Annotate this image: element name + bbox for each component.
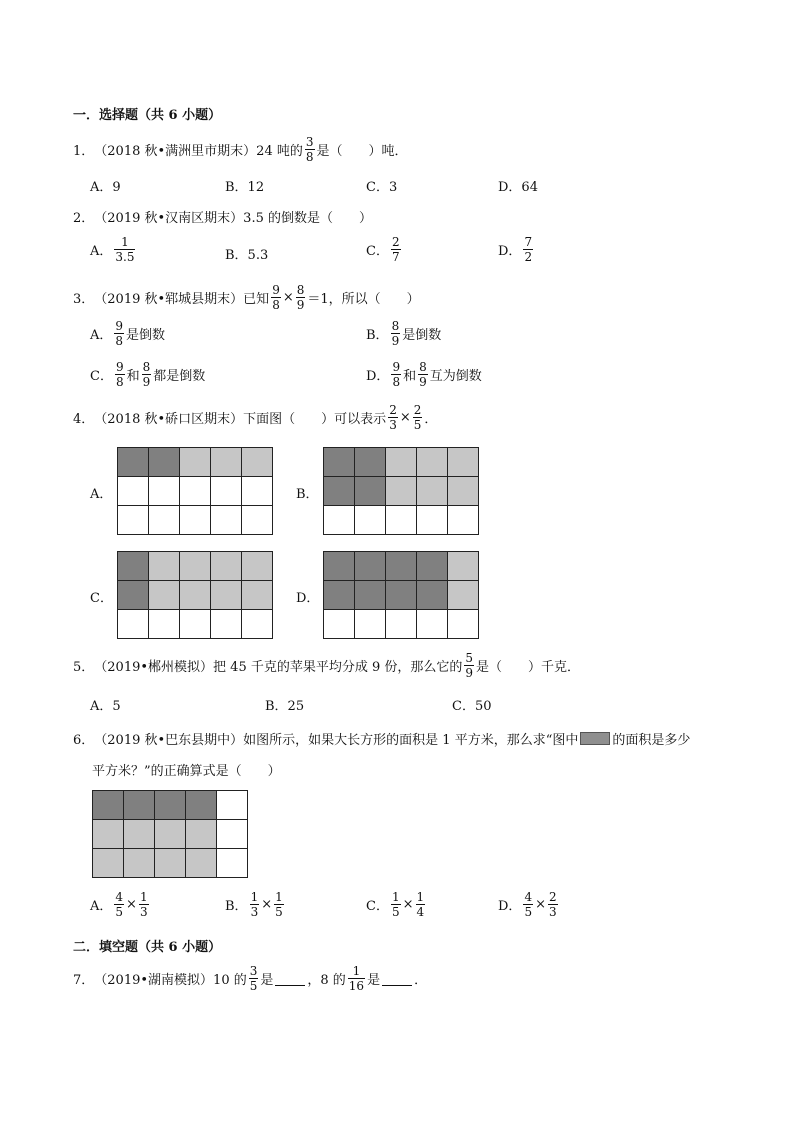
grid-option-d[interactable] [323,551,479,639]
grid-cell-white [242,477,273,506]
question-text: 下面图（ ）可以表示 [243,412,387,427]
grid-cell-dark [118,448,149,477]
option-d[interactable]: D． $\frac{9}{8}$ 和 $\frac{8}{9}$ 互为倒数 [366,360,482,389]
grid-cell-white [180,477,211,506]
grid-row [324,610,479,639]
grid-cell-white [149,506,180,535]
grid-row [324,477,479,506]
question-text-line2: 平方米？”的正确算式是（ ） [92,764,281,779]
fraction: $\frac{9}{8}$ [392,360,401,389]
fraction: $\frac{1}{3}$ [139,890,148,919]
option-a[interactable]: A． $\frac{1}{3.5}$ [90,235,135,264]
fraction: $\frac{2}{7}$ [391,235,400,264]
grid-option-a[interactable] [117,447,273,535]
grid-cell-light [180,448,211,477]
question-6 [73,729,690,748]
grid-cell-light [448,477,479,506]
grid-cell-dark [186,791,217,820]
grid-cell-dark [324,448,355,477]
fraction: $\frac{3}{5}$ [249,964,258,993]
question-source: （2019•湖南模拟） [94,973,214,988]
question-2 [73,207,372,226]
grid-row [324,581,479,610]
question-source: （2019 秋•巴东县期中） [94,733,244,748]
fraction: $\frac{8}{9}$ [391,319,400,348]
option-b-label[interactable]: B． [296,487,319,502]
question-4 [73,404,437,431]
grid-cell-white [217,820,248,849]
times-sign: × [402,897,414,912]
grid-cell-dark [118,581,149,610]
option-a[interactable]: A．5 [90,699,121,714]
grid-cell-white [217,849,248,878]
grid-cell-white [324,610,355,639]
question-source: （2019 秋•郓城县期末） [94,292,244,307]
grid-cell-white [386,506,417,535]
grid-row [118,581,273,610]
grid-cell-white [324,506,355,535]
question-source: （2018 秋•满洲里市期末） [94,144,257,159]
option-b[interactable]: B．12 [225,180,265,195]
times-sign: × [126,897,137,912]
grid-cell-white [149,610,180,639]
grid-cell-white [386,610,417,639]
question-text: 24 吨的 [256,144,303,159]
grid-cell-light [124,820,155,849]
grid-cell-white [149,477,180,506]
grid-cell-light [124,849,155,878]
question-number: 4． [73,412,95,427]
grid-cell-light [386,448,417,477]
grid-cell-white [355,610,386,639]
grid-cell-light [155,820,186,849]
grid-cell-dark [355,477,386,506]
grid-cell-light [242,552,273,581]
times-sign: × [261,897,273,912]
fraction: $\frac{1}{4}$ [416,890,425,919]
grid-row [118,552,273,581]
option-b[interactable]: B． $\frac{8}{9}$ 是倒数 [366,319,442,348]
grid-row [93,849,248,878]
grid-row [324,506,479,535]
question-text: 的面积是多少 [612,733,691,748]
grid-cell-light [155,849,186,878]
fraction: $\frac{1}{3}$ [250,890,259,919]
section-heading-fill: 二．填空题（共 6 小题） [73,940,222,955]
question-text: 是（ ）吨． [316,144,408,159]
grid-cell-white [448,610,479,639]
question-number: 7． [73,973,95,988]
grid-cell-dark [417,552,448,581]
option-c[interactable]: C． $\frac{2}{7}$ [366,235,400,264]
fraction: $\frac{1}{16}$ [348,964,365,993]
section-heading-choice: 一．选择题（共 6 小题） [73,108,222,123]
option-d-label[interactable]: D． [296,591,320,606]
shaded-swatch-icon [580,732,610,745]
question-text: 是 [367,973,381,988]
question-text: ＝1，所以（ ） [307,292,420,307]
fraction: $\frac{2}{3}$ [389,403,397,432]
grid-cell-white [217,791,248,820]
grid-row [118,610,273,639]
grid-cell-dark [118,552,149,581]
grid-cell-white [118,477,149,506]
grid-cell-light [448,552,479,581]
grid-cell-light [93,849,124,878]
grid-cell-light [93,820,124,849]
grid-cell-white [417,506,448,535]
grid-cell-dark [149,448,180,477]
grid-cell-white [180,506,211,535]
question-number: 3． [73,292,95,307]
question-text: ，8 的 [307,973,346,988]
grid-cell-light [211,552,242,581]
grid-cell-white [355,506,386,535]
grid-cell-light [211,448,242,477]
fraction: $\frac{2}{5}$ [413,403,422,432]
option-d[interactable]: D． $\frac{4}{5}$ × $\frac{2}{3}$ [498,890,557,919]
option-b[interactable]: B． $\frac{1}{3}$ × $\frac{1}{5}$ [225,890,283,919]
grid-cell-white [448,506,479,535]
grid-cell-white [180,610,211,639]
times-sign: × [399,410,411,425]
grid-cell-white [417,610,448,639]
question-7 [73,965,427,992]
question-number: 5． [73,660,95,675]
question-text: ． [424,412,438,427]
question-text: 是 [260,973,274,988]
question-text: ． [414,973,428,988]
question-source: （2018 秋•硚口区期末） [94,412,244,427]
fraction: $\frac{8}{9}$ [419,360,427,389]
option-c[interactable]: C．3 [366,180,398,195]
grid-cell-dark [355,581,386,610]
fraction: $\frac{8}{9}$ [296,283,305,312]
grid-cell-light [448,581,479,610]
grid-cell-light [180,581,211,610]
grid-cell-light [417,448,448,477]
grid-option-c[interactable] [117,551,273,639]
grid-cell-light [186,849,217,878]
question-source: （2019 秋•汉南区期末） [94,211,244,226]
fraction: $\frac{3}{8}$ [305,135,314,164]
question-1 [73,136,408,163]
grid-cell-dark [386,552,417,581]
fraction: $\frac{9}{8}$ [115,319,124,348]
times-sign: × [282,290,294,305]
option-b[interactable]: B．25 [265,699,305,714]
grid-cell-light [149,552,180,581]
grid-cell-white [211,477,242,506]
grid-cell-light [186,820,217,849]
grid-cell-dark [93,791,124,820]
grid-cell-dark [386,581,417,610]
fraction: $\frac{9}{8}$ [272,283,280,312]
grid-cell-light [242,448,273,477]
grid-cell-light [386,477,417,506]
fraction: $\frac{5}{9}$ [465,651,474,680]
grid-row [118,477,273,506]
grid-option-b[interactable] [323,447,479,535]
grid-cell-white [118,506,149,535]
option-b[interactable]: B．5.3 [225,248,269,263]
option-d[interactable]: D．64 [498,180,538,195]
grid-cell-white [118,610,149,639]
question-text: 10 的 [213,973,247,988]
option-a[interactable]: A． $\frac{4}{5}$ × $\frac{1}{3}$ [90,890,148,919]
question-number: 2． [73,211,95,226]
fraction: $\frac{1}{5}$ [275,890,283,919]
fraction: $\frac{2}{3}$ [548,890,557,919]
fraction: $\frac{4}{5}$ [524,890,533,919]
grid-row [118,506,273,535]
grid-cell-white [211,506,242,535]
answer-blank[interactable] [382,971,412,986]
grid-cell-white [242,506,273,535]
grid-cell-light [448,448,479,477]
fraction: $\frac{1}{3.5}$ [115,235,135,264]
question-text: 3.5 的倒数是（ ） [243,211,372,226]
grid-cell-dark [355,552,386,581]
fraction: $\frac{1}{5}$ [391,890,400,919]
option-a[interactable]: A． $\frac{9}{8}$ 是倒数 [90,319,166,348]
q6-rectangle-grid [92,790,248,878]
option-a-label[interactable]: A． [90,487,113,502]
fraction: $\frac{8}{9}$ [142,360,151,389]
grid-cell-white [242,610,273,639]
question-text: 把 45 千克的苹果平均分成 9 份，那么它的 [213,660,463,675]
question-text: 如图所示，如果大长方形的面积是 1 平方米，那么求“图中 [243,733,579,748]
question-source: （2019•郴州模拟） [94,660,214,675]
option-c[interactable]: C．50 [452,699,492,714]
question-3 [73,284,420,311]
grid-cell-light [149,581,180,610]
grid-cell-dark [324,581,355,610]
grid-cell-dark [417,581,448,610]
grid-row [118,448,273,477]
option-d[interactable]: D． $\frac{7}{2}$ [498,235,533,264]
grid-cell-light [211,581,242,610]
question-text: 是（ ）千克． [476,660,581,675]
option-c[interactable]: C． $\frac{9}{8}$ 和 $\frac{8}{9}$ 都是倒数 [90,360,206,389]
grid-row [93,791,248,820]
grid-row [324,448,479,477]
grid-cell-dark [324,552,355,581]
question-number: 1． [73,144,95,159]
question-5 [73,652,580,679]
grid-cell-dark [324,477,355,506]
answer-blank[interactable] [275,971,305,986]
times-sign: × [535,897,546,912]
grid-row [324,552,479,581]
question-text: 已知 [243,292,270,307]
grid-cell-white [211,610,242,639]
grid-cell-dark [155,791,186,820]
fraction: $\frac{4}{5}$ [115,890,124,919]
question-number: 6． [73,733,95,748]
fraction: $\frac{7}{2}$ [524,235,533,264]
grid-cell-dark [124,791,155,820]
grid-cell-light [242,581,273,610]
grid-cell-light [417,477,448,506]
grid-cell-dark [355,448,386,477]
option-c-label[interactable]: C． [90,591,113,606]
option-c[interactable]: C． $\frac{1}{5}$ × $\frac{1}{4}$ [366,890,425,919]
option-a[interactable]: A．9 [90,180,121,195]
fraction: $\frac{9}{8}$ [115,360,124,389]
grid-row [93,820,248,849]
grid-cell-light [180,552,211,581]
